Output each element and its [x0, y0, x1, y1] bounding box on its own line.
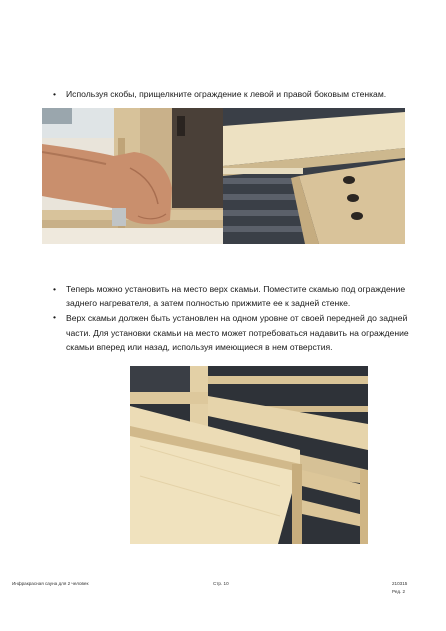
- bullet-marker: •: [53, 284, 57, 294]
- bullet-marker: •: [53, 89, 57, 99]
- footer-product-name: Инфракрасная сауна для 2 человек: [12, 581, 89, 586]
- instruction-text: Используя скобы, прищелкните ограждение к левой и правой боковым стенкам.: [66, 89, 387, 99]
- photo-installed-bench: [130, 366, 368, 544]
- footer-revision: Ред. 2: [392, 589, 406, 594]
- footer-page-number: Стр. 10: [213, 581, 229, 586]
- instruction-text: Теперь можно установить на место верх скамьи. Поместите скамью под ограждение заднего нагревателя, а затем полностью прижмите ее к задней стенке.: [66, 284, 406, 308]
- bullet-marker: •: [53, 312, 57, 322]
- photo-rail-holes: [223, 108, 405, 244]
- instruction-text: Верх скамьи должен быть установлен на одном уровне от своей передней до задней части. Для установки скамьи на место может потребоваться надавить на ограждение скамьи вперед или назад, используя имеющиеся в нем отверстия.: [66, 313, 409, 352]
- footer-doc-code: 210315: [392, 581, 408, 586]
- photo-clip-left-wall: [42, 108, 223, 244]
